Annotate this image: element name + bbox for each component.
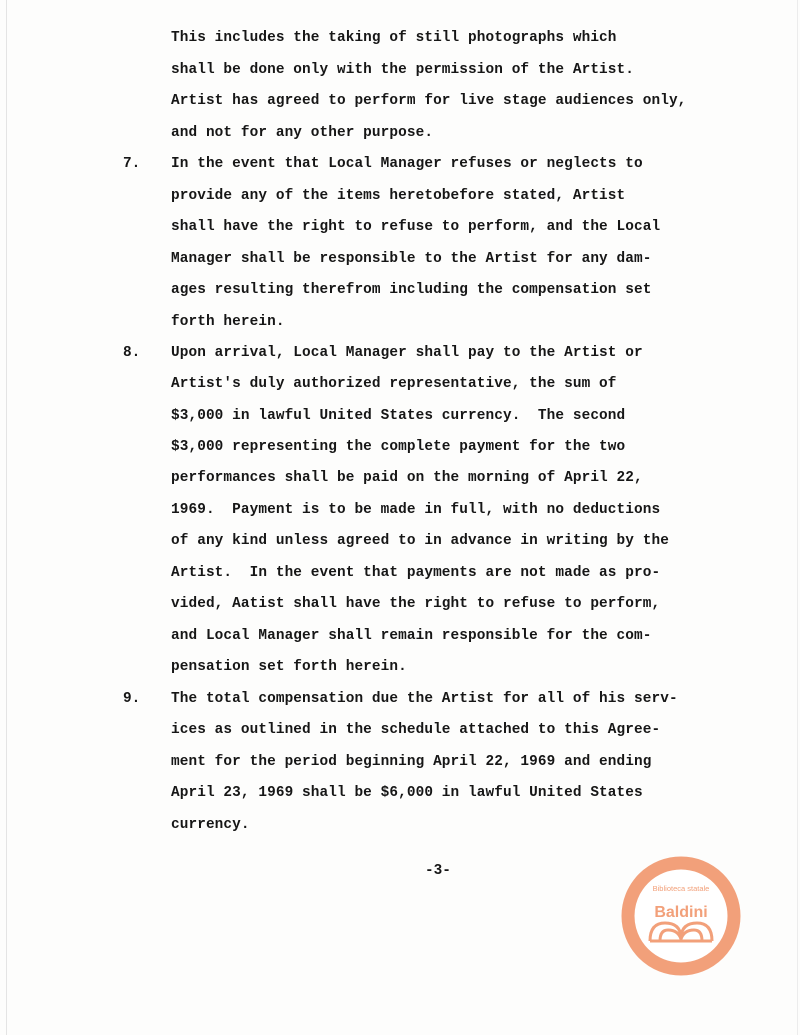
clause-line: Upon arrival, Local Manager shall pay to the Artist or	[171, 345, 643, 361]
intro-line: and not for any other purpose.	[171, 125, 434, 141]
clause-line: pensation set forth herein.	[171, 659, 407, 675]
clause-line: of any kind unless agreed to in advance in writing by the	[171, 533, 669, 549]
clause-line: shall have the right to refuse to perform, and the Local	[171, 219, 661, 235]
clause-line: $3,000 representing the complete payment for the two	[171, 439, 626, 455]
library-stamp	[620, 855, 742, 977]
page-number: -3-	[425, 863, 451, 879]
clause-line: Artist. In the event that payments are not made as pro-	[171, 565, 661, 581]
clause-line: $3,000 in lawful United States currency. The second	[171, 408, 626, 424]
clause-line: ment for the period beginning April 22, 1969 and ending	[171, 754, 652, 770]
stamp-graphic	[620, 855, 742, 977]
stamp-top-text: Biblioteca statale	[652, 884, 710, 893]
clause-line: vided, Aatist shall have the right to refuse to perform,	[171, 596, 661, 612]
stamp-name: Baldini	[654, 904, 708, 921]
clause-number: 7.	[123, 156, 141, 172]
intro-line: Artist has agreed to perform for live stage audiences only,	[171, 93, 687, 109]
clause-line: 1969. Payment is to be made in full, with no deductions	[171, 502, 661, 518]
clause-line: In the event that Local Manager refuses or neglects to	[171, 156, 643, 172]
intro-line: This includes the taking of still photographs which	[171, 30, 617, 46]
clause-line: and Local Manager shall remain responsible for the com-	[171, 628, 652, 644]
clause-line: currency.	[171, 817, 250, 833]
clause-line: forth herein.	[171, 314, 285, 330]
clause-line: Artist's duly authorized representative, the sum of	[171, 376, 617, 392]
clause-line: provide any of the items heretobefore stated, Artist	[171, 188, 626, 204]
scan-edge-left	[6, 0, 7, 1035]
clause-line: ices as outlined in the schedule attached to this Agree-	[171, 722, 661, 738]
clause-line: performances shall be paid on the morning of April 22,	[171, 470, 643, 486]
clause-line: Manager shall be responsible to the Artist for any dam-	[171, 251, 652, 267]
intro-line: shall be done only with the permission of the Artist.	[171, 62, 634, 78]
clause-number: 9.	[123, 691, 141, 707]
clause-number: 8.	[123, 345, 141, 361]
clause-line: The total compensation due the Artist for all of his serv-	[171, 691, 678, 707]
clause-line: April 23, 1969 shall be $6,000 in lawful United States	[171, 785, 643, 801]
scan-edge-right	[797, 0, 798, 1035]
clause-line: ages resulting therefrom including the compensation set	[171, 282, 652, 298]
